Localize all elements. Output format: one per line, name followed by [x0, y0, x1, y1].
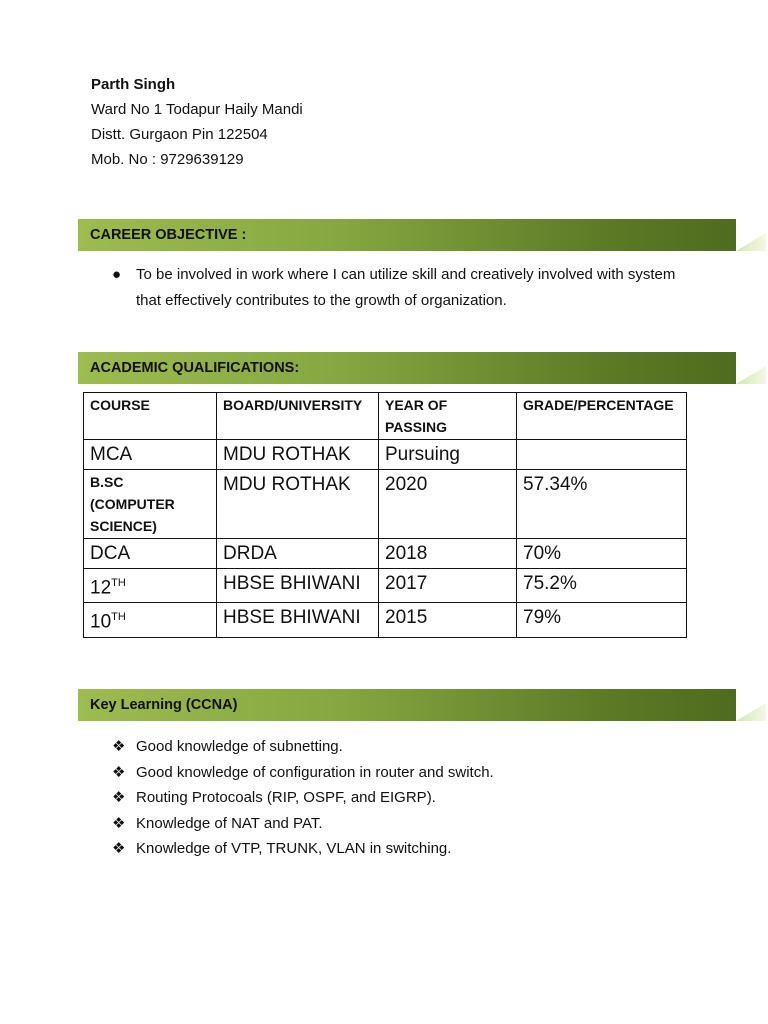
course-superscript: TH — [111, 577, 126, 589]
year-cell: 2018 — [379, 539, 517, 569]
diamond-bullet-icon: ❖ — [112, 763, 126, 781]
course-cell — [84, 569, 217, 603]
table-row — [84, 440, 687, 470]
grade-cell: 79% — [517, 603, 687, 637]
grade-cell: 75.2% — [517, 569, 687, 603]
bullet-dot-icon: ● — [112, 266, 122, 283]
grade-cell: 57.34% — [517, 470, 687, 539]
list-item-text: Knowledge of NAT and PAT. — [136, 814, 323, 832]
course-number: 10 — [90, 611, 112, 633]
list-item-text: Good knowledge of subnetting. — [136, 738, 343, 755]
career-objective-heading: CAREER OBJECTIVE : — [90, 227, 247, 243]
column-header: YEAR OF PASSING — [379, 393, 517, 440]
course-number: 12 — [90, 577, 112, 599]
course-cell: DCA — [84, 539, 217, 569]
diamond-bullet-icon: ❖ — [112, 738, 126, 755]
academic-qualifications-heading: ACADEMIC QUALIFICATIONS: — [90, 360, 300, 376]
list-item — [110, 262, 690, 314]
address-line-1: Ward No 1 Todapur Haily Mandi — [91, 101, 303, 118]
key-learning-heading: Key Learning (CCNA) — [90, 697, 238, 713]
table-row — [84, 569, 687, 603]
course-superscript: TH — [111, 611, 126, 624]
table-row — [84, 539, 687, 569]
academic-qualifications-band — [78, 352, 736, 384]
year-cell: 2020 — [379, 470, 517, 539]
course-cell: B.SC (COMPUTER SCIENCE) — [84, 470, 217, 539]
board-cell: MDU ROTHAK — [217, 440, 379, 470]
board-cell: HBSE BHIWANI — [217, 569, 379, 603]
academic-table — [83, 392, 687, 638]
list-item — [110, 785, 690, 811]
table-row — [84, 470, 687, 539]
board-cell: MDU ROTHAK — [217, 470, 379, 539]
list-item — [110, 836, 690, 862]
course-cell: MCA — [84, 440, 217, 470]
column-header: GRADE/PERCENTAGE — [517, 393, 687, 440]
list-item-text: Knowledge of VTP, TRUNK, VLAN in switching. — [136, 840, 452, 857]
course-cell — [84, 603, 217, 637]
list-item — [110, 760, 690, 786]
grade-cell — [517, 440, 687, 470]
list-item-text: Good knowledge of configuration in router and switch. — [136, 763, 494, 781]
career-objective-band — [78, 219, 736, 251]
diamond-bullet-icon: ❖ — [112, 840, 126, 857]
board-cell: HBSE BHIWANI — [217, 603, 379, 637]
list-item-text: Routing Protocoals (RIP, OSPF, and EIGRP). — [136, 789, 436, 806]
year-cell: 2015 — [379, 603, 517, 637]
key-learning-list — [110, 734, 690, 862]
key-learning-band — [78, 689, 736, 721]
address-line-2: Distt. Gurgaon Pin 122504 — [91, 126, 268, 143]
grade-cell: 70% — [517, 539, 687, 569]
year-cell: Pursuing — [379, 440, 517, 470]
career-objective-list — [110, 262, 690, 314]
list-item — [110, 811, 690, 837]
contact-block — [91, 72, 303, 172]
column-header: COURSE — [84, 393, 217, 440]
board-cell: DRDA — [217, 539, 379, 569]
band-tail-decoration — [736, 703, 766, 721]
diamond-bullet-icon: ❖ — [112, 789, 126, 806]
mobile-number: Mob. No : 9729639129 — [91, 151, 244, 168]
candidate-name: Parth Singh — [91, 76, 176, 93]
column-header: BOARD/UNIVERSITY — [217, 393, 379, 440]
diamond-bullet-icon: ❖ — [112, 814, 126, 832]
table-header-row — [84, 393, 687, 440]
band-tail-decoration — [736, 233, 766, 251]
list-item — [110, 734, 690, 760]
year-cell: 2017 — [379, 569, 517, 603]
career-objective-text: To be involved in work where I can utilize skill and creatively involved with system that effectively contributes to the growth of organization. — [136, 266, 676, 309]
table-row — [84, 603, 687, 637]
band-tail-decoration — [736, 366, 766, 384]
